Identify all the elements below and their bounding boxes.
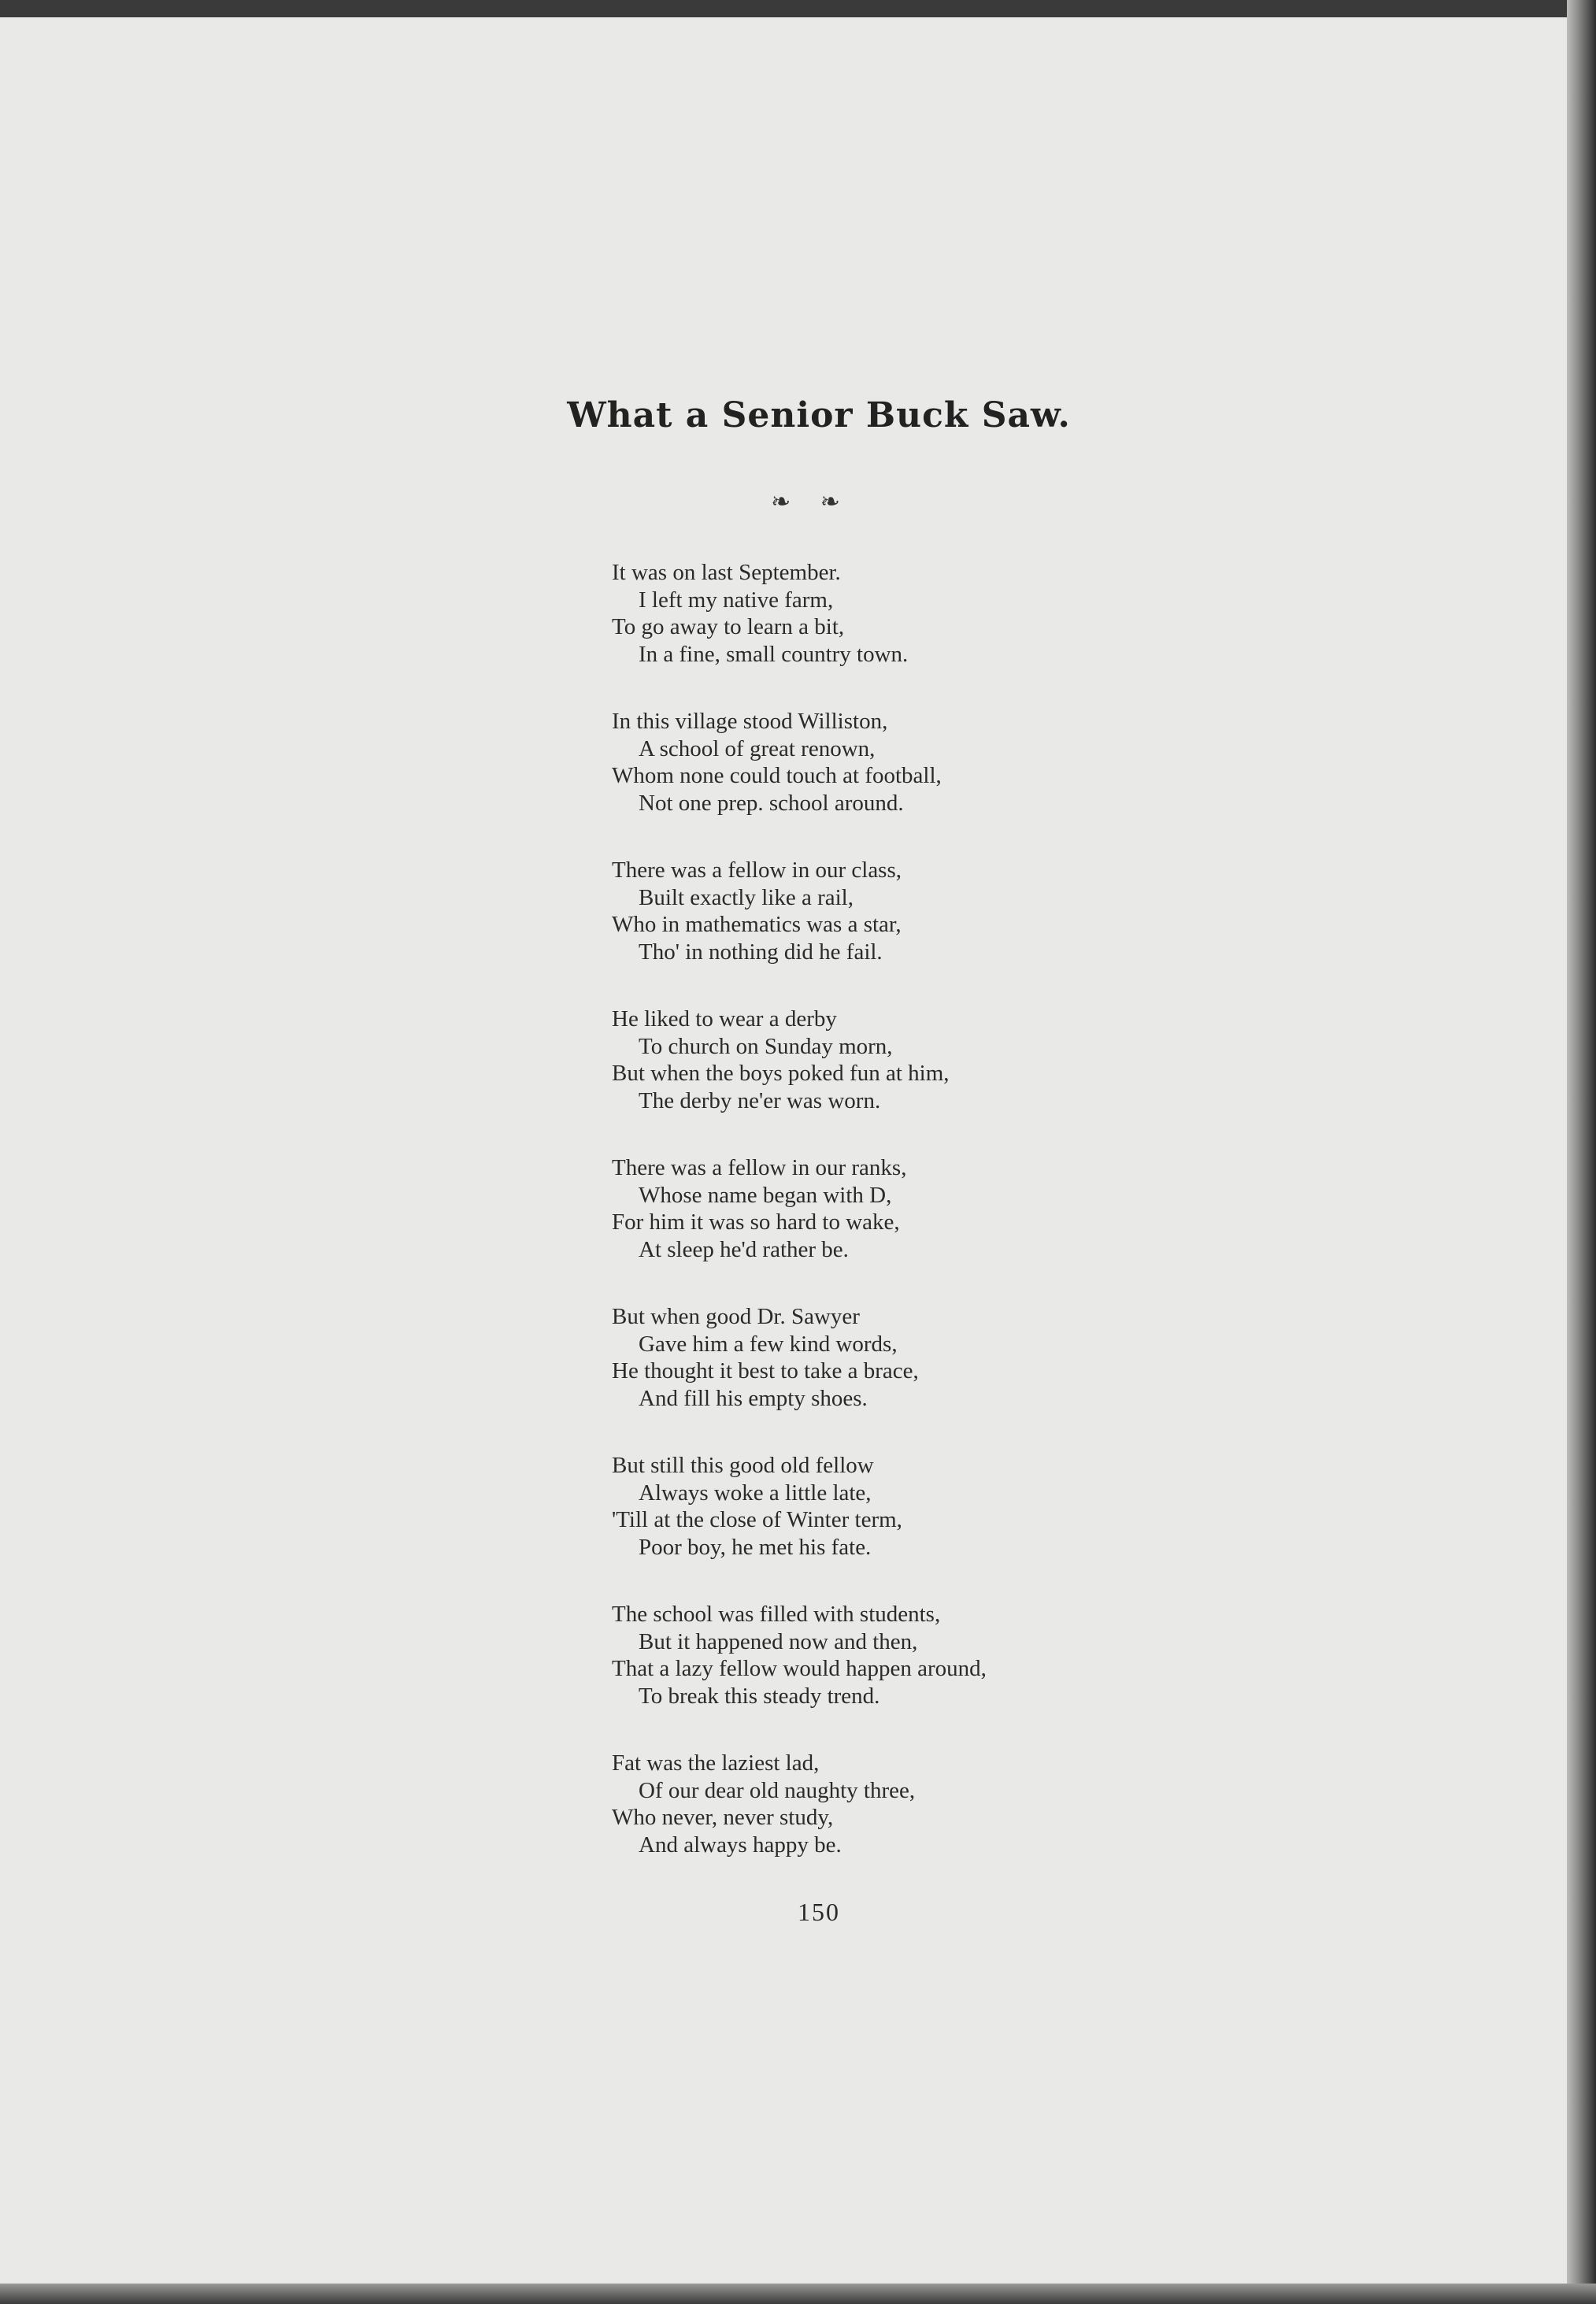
stanza [612, 708, 1226, 817]
poem-line: Poor boy, he met his fate. [639, 1534, 872, 1560]
poem-line: He liked to wear a derby [612, 1006, 837, 1032]
poem-body [612, 559, 1226, 1898]
poem-line: And fill his empty shoes. [639, 1385, 868, 1411]
poem-line: Built exactly like a rail, [639, 884, 854, 910]
poem-line: There was a fellow in our ranks, [612, 1155, 907, 1180]
stanza [612, 1750, 1226, 1858]
poem-line: At sleep he'd rather be. [639, 1236, 849, 1262]
page-number: 150 [798, 1898, 840, 1926]
poem-line: To go away to learn a bit, [612, 614, 845, 639]
poem-line: Who in mathematics was a star, [612, 912, 902, 937]
poem-line: Gave him a few kind words, [639, 1331, 898, 1357]
poem-line: He thought it best to take a brace, [612, 1358, 919, 1384]
poem-line: In this village stood Williston, [612, 709, 888, 734]
poem-line: Always woke a little late, [639, 1480, 872, 1506]
poem-line: It was on last September. [612, 560, 841, 585]
poem-line: And always happy be. [639, 1832, 842, 1858]
poem-line: I left my native farm, [639, 587, 834, 613]
poem-line: But it happened now and then, [639, 1628, 918, 1654]
poem-line: To church on Sunday morn, [639, 1033, 893, 1059]
poem-line: Not one prep. school around. [639, 790, 904, 816]
page-edge-shadow-bottom [0, 2284, 1596, 2304]
page-edge-shadow-right [1567, 0, 1596, 2304]
stanza [612, 1154, 1226, 1263]
poem-line: That a lazy fellow would happen around, [612, 1656, 987, 1681]
poem-line: Whom none could touch at football, [612, 763, 942, 788]
stanza [612, 1452, 1226, 1561]
stanza [612, 1303, 1226, 1412]
poem-line: There was a fellow in our class, [612, 858, 902, 883]
poem-line: To break this steady trend. [639, 1683, 880, 1709]
poem-line: The derby ne'er was worn. [639, 1087, 881, 1113]
stanza [612, 1006, 1226, 1114]
poem-line: But when good Dr. Sawyer [612, 1304, 860, 1329]
poem-line: But still this good old fellow [612, 1453, 874, 1478]
stanza [612, 1601, 1226, 1709]
poem-title: What a Senior Buck Saw. [567, 395, 1071, 435]
poem-line: 'Till at the close of Winter term, [612, 1507, 902, 1532]
poem-line: In a fine, small country town. [639, 641, 909, 667]
poem-line: Fat was the laziest lad, [612, 1750, 820, 1776]
poem-line: Who never, never study, [612, 1805, 834, 1830]
book-page [0, 17, 1567, 2284]
poem-line: Of our dear old naughty three, [639, 1777, 916, 1803]
poem-line: A school of great renown, [639, 735, 876, 761]
stanza [612, 857, 1226, 965]
poem-line: For him it was so hard to wake, [612, 1209, 900, 1235]
ornament-fleurons: ❧ ❧ [771, 488, 851, 516]
stanza [612, 559, 1226, 668]
poem-line: But when the boys poked fun at him, [612, 1061, 950, 1086]
poem-line: The school was filled with students, [612, 1602, 941, 1627]
poem-line: Tho' in nothing did he fail. [639, 939, 883, 965]
poem-line: Whose name began with D, [639, 1182, 892, 1208]
